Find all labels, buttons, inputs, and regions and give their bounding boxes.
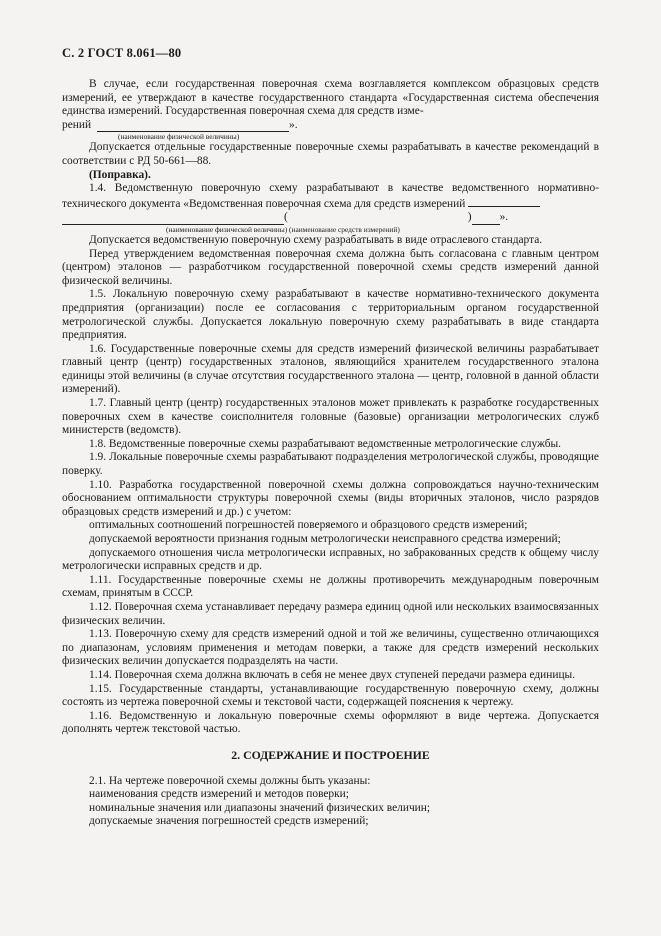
- paragraph-1-4-text: 1.4. Ведомственную поверочную схему разрабатывают в качестве ведомственного нормативно-технического документа «Ведомственная поверочная схема для средств измерений: [62, 182, 599, 210]
- paragraph-intro: [62, 78, 599, 119]
- page-header: С. 2 ГОСТ 8.061—80: [62, 46, 182, 60]
- paragraph-1-16: 1.16. Ведомственную и локальную поверочные схемы оформляют в виде чертежа. Допускается дополнять чертеж текстовой частью.: [62, 709, 599, 736]
- blank-space: [288, 215, 468, 225]
- list-item: наименования средств измерений и методов поверки;: [89, 788, 349, 801]
- fill-line-row-1: [62, 119, 599, 133]
- amendment-note: (Поправка).: [89, 168, 151, 181]
- caption-quantity-and-instruments: (наименование физической величины) (наименование средств измерений): [166, 224, 400, 234]
- paragraph-1-9: 1.9. Локальные поверочные схемы разрабатывают подразделения метрологической службы, проводящие поверку.: [62, 451, 599, 478]
- paren-open: (: [284, 211, 288, 224]
- fill-line-prefix: рений: [62, 118, 92, 131]
- blank-line: [62, 214, 284, 225]
- paragraph-intro-text: В случае, если государственная поверочная схема возглавляется комплексом образцовых средств измерений, ее утверждают в качестве государственного стандарта «Государственная система обеспечения единства измерений. Государственная поверочная схема для средств изме-: [62, 78, 599, 118]
- blank-line: [97, 121, 289, 132]
- list-item: допускаемой вероятности признания годным метрологически неисправного средства измерений;: [89, 533, 561, 545]
- paragraph-recommendations: Допускается отдельные государственные поверочные схемы разрабатывать в качестве рекомендаций в соответствии с РД 50-661—88.: [62, 141, 599, 167]
- paragraph-1-10: 1.10. Разработка государственной поверочной схемы должна сопровождаться научно-техническим обоснованием оптимальности структуры поверочной схемы (виды вторичных эталонов, число разрядов образцовых средств измерений и др.) с учетом:: [62, 478, 599, 518]
- fill-line-suffix: ».: [289, 118, 298, 131]
- paragraph-1-8: 1.8. Ведомственные поверочные схемы разрабатывают ведомственные метрологические службы.: [89, 437, 562, 450]
- fill-line-suffix: ».: [499, 211, 509, 224]
- caption-physical-quantity: (наименование физической величины): [118, 132, 240, 142]
- paragraph: Допускается ведомственную поверочную схему разрабатывать в виде отраслевого стандарта.: [89, 233, 543, 246]
- paragraph-1-13: 1.13. Поверочную схему для средств измерений одной и той же величины, существенно отличающихся по диапазонам, условиям применения и методам поверки, а также для средств измерений нескольких физических величин допускается подразделять на части.: [62, 628, 599, 668]
- paragraph-2-1: 2.1. На чертеже поверочной схемы должны быть указаны:: [89, 774, 371, 787]
- list-item: оптимальных соотношений погрешностей поверяемого и образцового средств измерений;: [89, 519, 528, 532]
- paragraph-1-11: 1.11. Государственные поверочные схемы не должны противоречить международным поверочным схемам, принятым в СССР.: [62, 573, 599, 600]
- document-body: [62, 78, 599, 829]
- paragraph-1-4: [62, 182, 599, 211]
- blank-line: [472, 214, 500, 225]
- paragraph: Перед утверждением ведомственная поверочная схема должна быть согласована с главным центром (центром) эталонов — разработчиком государственной поверочной схемы средств измерений данной физической величины.: [62, 247, 599, 287]
- list-item: допускаемые значения погрешностей средств измерений;: [89, 815, 369, 828]
- fill-line-row-2: [62, 211, 599, 225]
- paragraph-1-7: 1.7. Главный центр (центр) государственных эталонов может привлекать к разработке государственных поверочных схем в качестве соисполнителя головные (базовые) организации метрологических служб министерств (ведомств).: [62, 397, 599, 437]
- paragraph-1-5: 1.5. Локальную поверочную схему разрабатывают в качестве нормативно-технического документа предприятия (организации) после ее согласования с территориальным органом государственной метрологической службы. Допускается локальную поверочную схему разрабатывать в виде стандарта предприятия.: [62, 288, 599, 342]
- paragraph-1-6: 1.6. Государственные поверочные схемы для средств измерений физической величины разрабатывает главный центр (центр) государственных эталонов, являющийся хранителем государственного эталона единицы этой величины (в случае отсутствия государственного эталона — центр, головной в данной области измерений).: [62, 342, 599, 396]
- list-item: допускаемого отношения числа метрологически исправных, но забракованных средств к общему числу метрологически исправных средств и др.: [62, 546, 599, 573]
- section-title: 2. СОДЕРЖАНИЕ И ПОСТРОЕНИЕ: [231, 747, 430, 762]
- paragraph-1-14: 1.14. Поверочная схема должна включать в себя не менее двух ступеней передачи размера единицы.: [89, 668, 576, 681]
- paren-close: ): [467, 211, 472, 224]
- blank-line: [468, 196, 540, 207]
- list-item: номинальные значения или диапазоны значений физических величин;: [89, 801, 431, 814]
- paragraph-1-15: 1.15. Государственные стандарты, устанавливающие государственную поверочную схему, должны состоять из чертежа поверочной схемы и текстовой части, содержащей пояснения к чертежу.: [62, 682, 599, 709]
- paragraph-1-12: 1.12. Поверочная схема устанавливает передачу размера единиц одной или нескольких взаимосвязанных физических величин.: [62, 600, 599, 627]
